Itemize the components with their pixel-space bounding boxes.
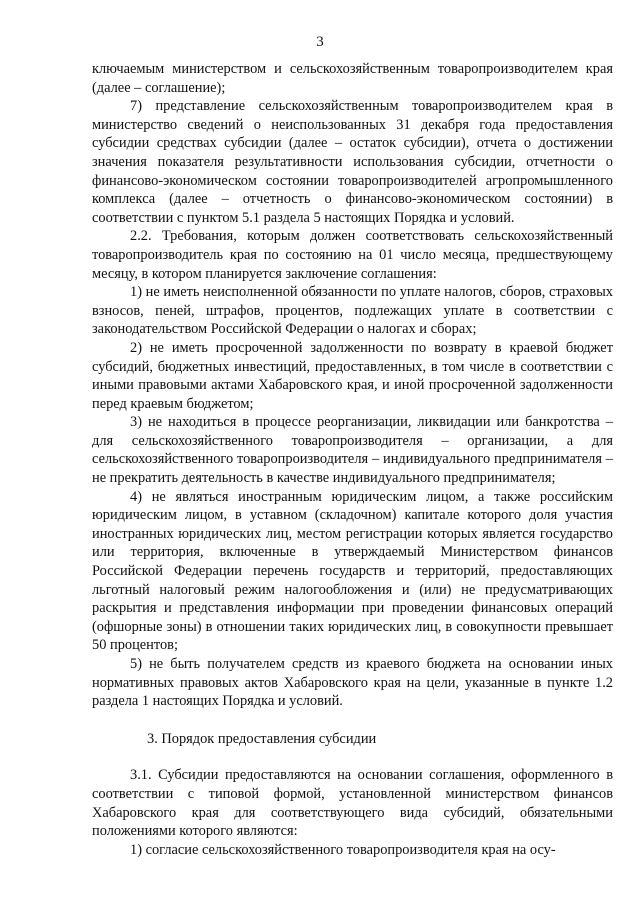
paragraph-requirement-4: 4) не являться иностранным юридическим лицом, а также российским юридическим лицом, в уставном (складочном) капитале которого доля участия иностранных юридических лиц, местом регистрации которых является государство или территория, включенные в утверждаемый Министерством финансов Российской Федерации перечень государств и территорий, предоставляющих льготный налоговый режим налогообложения и (или) не предусматривающих раскрытия и представления информации при проведении финансовых операций (офшорные зоны) в отношении таких юридических лиц, в совокупности превышает 50 процентов;: [92, 488, 613, 654]
paragraph-requirement-1: 1) не иметь неисполненной обязанности по уплате налогов, сборов, страховых взносов, пеней, штрафов, процентов, подлежащих уплате в соответствии с законодательством Российской Федерации о налогах и сборах;: [92, 284, 613, 338]
paragraph-3-1: 3.1. Субсидии предоставляются на основании соглашения, оформленного в соответствии с типовой формой, установленной министерством финансов Хабаровского края для соответствующего вида субсидий, обязательными положениями которого являются:: [92, 767, 613, 840]
paragraph-condition-1: 1) согласие сельскохозяйственного товаропроизводителя края на осу-: [130, 841, 556, 858]
paragraph-continuation: ключаемым министерством и сельскохозяйственным товаропроизводителем края (далее – соглашение);: [92, 61, 613, 96]
paragraph-2-2: 2.2. Требования, которым должен соответствовать сельскохозяйственный товаропроизводитель края по состоянию на 01 число месяца, предшествующему месяцу, в котором планируется заключение соглашения:: [92, 228, 613, 282]
paragraph-requirement-2: 2) не иметь просроченной задолженности по возврату в краевой бюджет субсидий, бюджетных инвестиций, предоставленных, в том числе в соответствии с иными правовыми актами Хабаровского края, и иной просроченной задолженности перед краевым бюджетом;: [92, 339, 613, 412]
paragraph-requirement-5: 5) не быть получателем средств из краевого бюджета на основании иных нормативных правовых актов Хабаровского края на цели, указанные в пункте 1.2 раздела 1 настоящих Порядка и условий.: [92, 656, 613, 710]
paragraph-requirement-3: 3) не находиться в процессе реорганизации, ликвидации или банкротства – для сельскохозяйственного товаропроизводителя – организации, а для сельскохозяйственного товаропроизводителя – индивидуального предпринимателя – не прекратить деятельность в качестве индивидуального предпринимателя;: [92, 414, 613, 487]
document-body: [92, 60, 613, 859]
paragraph-item-7: 7) представление сельскохозяйственным товаропроизводителем края в министерство сведений о неиспользованных 31 декабря года предоставления субсидии средствах субсидии (далее – остаток субсидии), отчета о достижении значения показателя результативности использования субсидии, отчетности о финансово-экономическом состоянии товаропроизводителей агропромышленного комплекса (далее – отчетность о финансово-экономическом состоянии) в соответствии с пунктом 5.1 раздела 5 настоящих Порядка и условий.: [92, 98, 613, 226]
page-number: 3: [316, 34, 324, 50]
section-heading: 3. Порядок предоставления субсидии: [147, 730, 377, 747]
